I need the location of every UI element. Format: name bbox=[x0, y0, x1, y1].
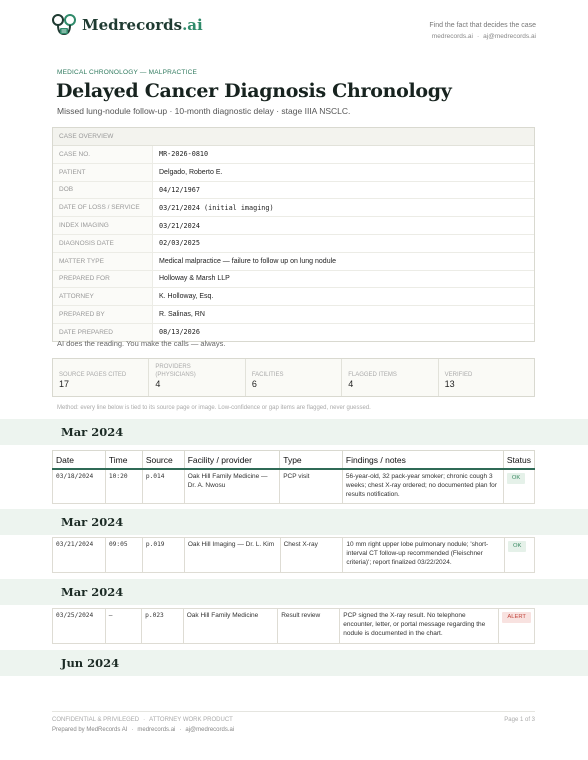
cell-findings: 56-year-old, 32 pack-year smoker; chronic cough 3 weeks; chest X-ray ordered; no documented plan for results notification. bbox=[342, 469, 503, 503]
overview-label: DIAGNOSIS DATE bbox=[53, 235, 153, 252]
month-section-header bbox=[0, 650, 588, 676]
month-title: Mar 2024 bbox=[61, 425, 124, 439]
column-header-type: Type bbox=[280, 451, 343, 470]
footer-confidentiality: CONFIDENTIAL & PRIVILEGED · ATTORNEY WORK PRODUCT bbox=[52, 717, 233, 723]
cell-facility: Oak Hill Family Medicine — Dr. A. Nwosu bbox=[184, 469, 279, 503]
overview-value: Holloway & Marsh LLP bbox=[159, 275, 230, 283]
cell-status bbox=[503, 469, 534, 503]
footer-work-product: ATTORNEY WORK PRODUCT bbox=[149, 717, 233, 723]
cell-type: Chest X-ray bbox=[280, 538, 343, 573]
document-subtitle: Missed lung-nodule follow-up · 10-month diagnostic delay · stage IIIA NSCLC. bbox=[57, 106, 351, 116]
month-section-header bbox=[0, 579, 588, 605]
status-badge: OK bbox=[507, 473, 525, 484]
ai-disclaimer: AI does the reading. You make the calls — always. bbox=[57, 339, 226, 348]
case-overview-heading: CASE OVERVIEW bbox=[53, 128, 534, 146]
page-number: Page 1 of 3 bbox=[504, 717, 535, 723]
cell-facility: Oak Hill Imaging — Dr. L. Kim bbox=[184, 538, 280, 573]
header-contact: medrecords.ai · aj@medrecords.ai bbox=[431, 33, 536, 40]
status-badge: OK bbox=[508, 541, 526, 552]
overview-row-attorney bbox=[53, 288, 534, 306]
stat-providers bbox=[149, 359, 245, 396]
table-row[interactable] bbox=[53, 469, 535, 503]
overview-value: MR-2026-0810 bbox=[159, 150, 209, 159]
stat-value: 6 bbox=[251, 379, 257, 389]
tagline: Find the fact that decides the case bbox=[429, 22, 536, 29]
overview-value: Medical malpractice — failure to follow up on lung nodule bbox=[159, 257, 337, 265]
document-category: MEDICAL CHRONOLOGY — MALPRACTICE bbox=[57, 69, 198, 76]
page-header bbox=[51, 12, 536, 46]
overview-value: 02/03/2025 bbox=[159, 239, 200, 248]
table-header-row bbox=[53, 451, 535, 470]
overview-label: PREPARED BY bbox=[53, 306, 153, 323]
case-overview-table bbox=[52, 127, 535, 342]
footer-email-link[interactable]: aj@medrecords.ai bbox=[185, 727, 235, 733]
stat-value: 4 bbox=[348, 379, 354, 389]
stat-label: VERIFIED bbox=[444, 372, 473, 378]
table-row[interactable] bbox=[53, 609, 535, 644]
cell-date: 03/25/2024 bbox=[53, 609, 106, 644]
footer-preparer: Prepared by MedRecords AI bbox=[52, 727, 128, 733]
stat-value: 4 bbox=[155, 379, 161, 389]
cell-status bbox=[499, 609, 535, 644]
month-title: Jun 2024 bbox=[61, 656, 120, 670]
overview-value: Delgado, Roberto E. bbox=[159, 168, 223, 176]
brand-name bbox=[82, 16, 203, 34]
overview-row-patient bbox=[53, 164, 534, 182]
overview-row-index-imaging bbox=[53, 217, 534, 235]
footer-divider bbox=[52, 711, 535, 712]
cell-type: Result review bbox=[278, 609, 340, 644]
cell-type: PCP visit bbox=[280, 469, 343, 503]
document-title: Delayed Cancer Diagnosis Chronology bbox=[56, 80, 452, 102]
chronology-table bbox=[52, 537, 535, 573]
cell-facility: Oak Hill Family Medicine bbox=[183, 609, 277, 644]
cell-date: 03/21/2024 bbox=[53, 538, 106, 573]
column-header-status: Status bbox=[503, 451, 534, 470]
column-header-findings: Findings / notes bbox=[342, 451, 503, 470]
cell-time: — bbox=[105, 609, 141, 644]
cell-date: 03/18/2024 bbox=[53, 469, 106, 503]
stat-flagged-items bbox=[342, 359, 438, 396]
overview-value: K. Holloway, Esq. bbox=[159, 293, 214, 301]
stat-value: 13 bbox=[444, 379, 455, 389]
overview-value: R. Salinas, RN bbox=[159, 311, 205, 319]
cell-time: 09:05 bbox=[105, 538, 142, 573]
overview-label: DATE PREPARED bbox=[53, 324, 153, 341]
cell-findings: PCP signed the X-ray result. No telephone encounter, letter, or portal message regarding the nodule is documented in the chart. bbox=[340, 609, 499, 644]
column-header-date: Date bbox=[53, 451, 106, 470]
status-badge: ALERT bbox=[502, 612, 531, 623]
overview-label: PATIENT bbox=[53, 164, 153, 181]
overview-label: DATE OF LOSS / SERVICE bbox=[53, 199, 153, 216]
overview-label: INDEX IMAGING bbox=[53, 217, 153, 234]
overview-row-matter-type bbox=[53, 253, 534, 271]
stat-verified bbox=[439, 359, 534, 396]
column-header-source: Source bbox=[142, 451, 184, 470]
cell-source[interactable]: p.023 bbox=[142, 609, 184, 644]
stat-value: 17 bbox=[59, 379, 70, 389]
overview-value: 03/21/2024 (initial imaging) bbox=[159, 203, 274, 212]
overview-row-diagnosis-date bbox=[53, 235, 534, 253]
email-link[interactable]: aj@medrecords.ai bbox=[483, 33, 536, 40]
month-title: Mar 2024 bbox=[61, 515, 124, 529]
overview-label: PREPARED FOR bbox=[53, 271, 153, 288]
overview-row-date-of-loss bbox=[53, 199, 534, 217]
overview-row-dob bbox=[53, 182, 534, 200]
overview-row-case-no bbox=[53, 146, 534, 164]
month-section-header bbox=[0, 509, 588, 535]
footer-prepared-by: Prepared by MedRecords AI · medrecords.ai · aj@medrecords.ai bbox=[52, 727, 235, 733]
cell-time: 10:20 bbox=[105, 469, 142, 503]
column-header-time: Time bbox=[105, 451, 142, 470]
month-title: Mar 2024 bbox=[61, 585, 124, 599]
stat-facilities bbox=[246, 359, 342, 396]
method-note: Method: every line below is tied to its source page or image. Low-confidence or gap items are flagged, never guessed. bbox=[57, 405, 371, 411]
stat-label: FACILITIES bbox=[251, 372, 284, 378]
overview-label: ATTORNEY bbox=[53, 288, 153, 305]
overview-value: 04/12/1967 bbox=[159, 185, 200, 194]
stat-label: FLAGGED ITEMS bbox=[348, 372, 397, 378]
chronology-table bbox=[52, 608, 535, 644]
brand-logo[interactable] bbox=[51, 12, 203, 38]
cell-source[interactable]: p.014 bbox=[142, 469, 184, 503]
overview-value: 08/13/2026 bbox=[159, 328, 200, 337]
stat-label: SOURCE PAGES CITED bbox=[59, 372, 127, 378]
overview-row-prepared-for bbox=[53, 271, 534, 289]
brand-main: Medrecords bbox=[82, 16, 183, 34]
summary-stats bbox=[52, 358, 535, 397]
column-header-facility: Facility / provider bbox=[184, 451, 279, 470]
overview-row-prepared-by bbox=[53, 306, 534, 324]
footer-site-link[interactable]: medrecords.ai bbox=[137, 727, 176, 733]
stethoscope-logo-icon bbox=[51, 12, 77, 38]
overview-label: MATTER TYPE bbox=[53, 253, 153, 270]
cell-status bbox=[504, 538, 534, 573]
cell-source[interactable]: p.019 bbox=[142, 538, 184, 573]
stat-label: PROVIDERS (PHYSICIANS) bbox=[155, 364, 196, 378]
month-section-header bbox=[0, 419, 588, 445]
table-row[interactable] bbox=[53, 538, 535, 573]
site-link[interactable]: medrecords.ai bbox=[431, 33, 473, 40]
overview-value: 03/21/2024 bbox=[159, 221, 200, 230]
overview-label: DOB bbox=[53, 182, 153, 199]
brand-suffix: .ai bbox=[182, 16, 203, 34]
overview-label: CASE NO. bbox=[53, 146, 153, 163]
cell-findings: 10 mm right upper lobe pulmonary nodule; 'short-interval CT follow-up recommended (Fleischner criteria)'; report finalized 03/22/2024. bbox=[343, 538, 505, 573]
footer-confidential: CONFIDENTIAL & PRIVILEGED bbox=[52, 717, 140, 723]
chronology-table bbox=[52, 450, 535, 504]
stat-source-pages bbox=[53, 359, 149, 396]
